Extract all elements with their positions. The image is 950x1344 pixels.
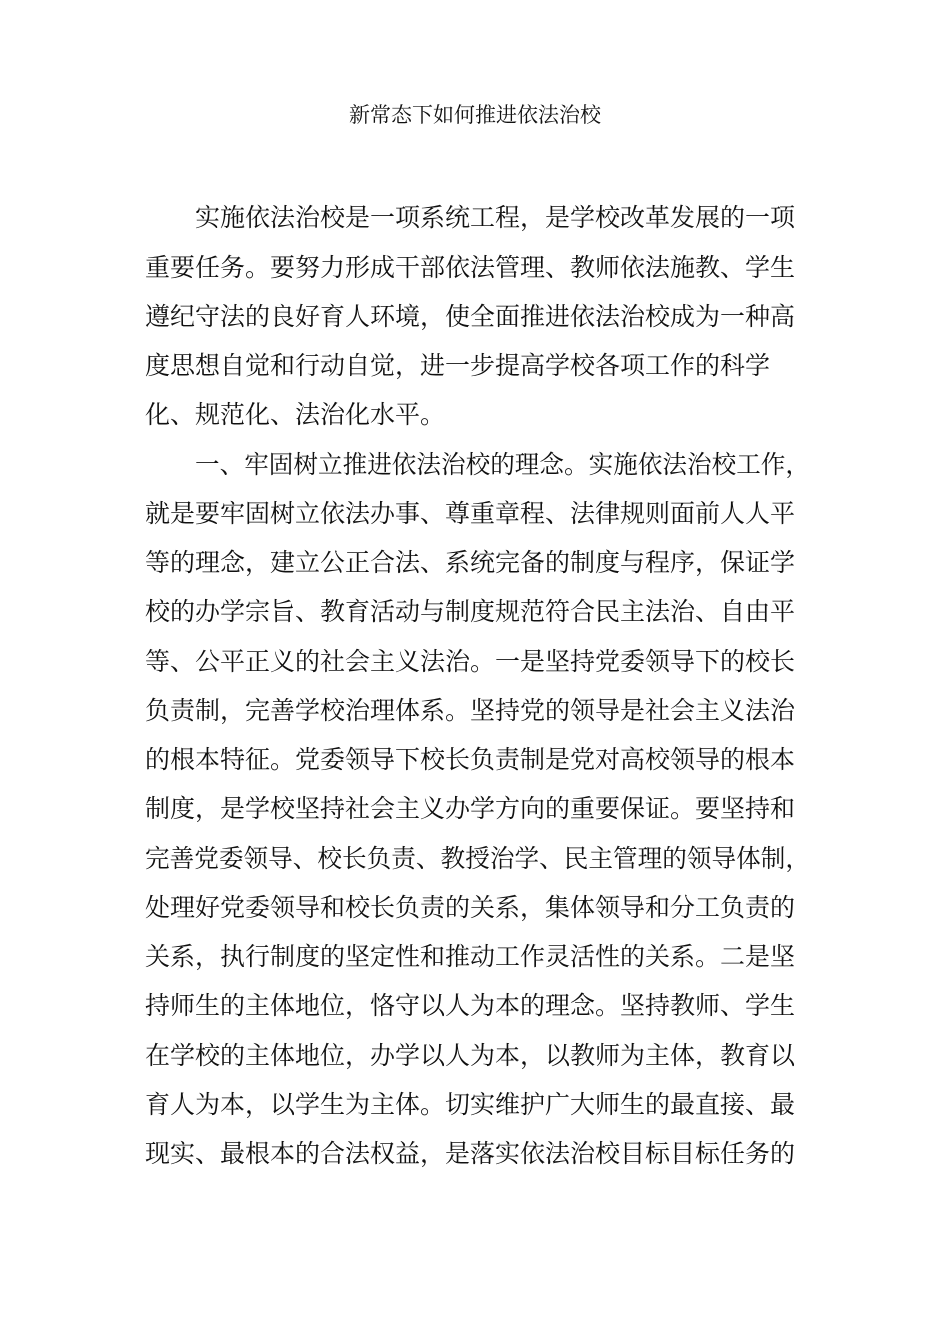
text-line: 重要任务。要努力形成干部依法管理、教师依法施教、学生 xyxy=(145,253,796,282)
text-line: 就是要牢固树立依法办事、尊重章程、法律规则面前人人平 xyxy=(145,499,796,528)
text-line: 现实、最根本的合法权益，是落实依法治校目标目标任务的 xyxy=(145,1139,796,1168)
text-line: 育人为本，以学生为主体。切实维护广大师生的最直接、最 xyxy=(145,1090,796,1119)
text-line: 实施依法治校是一项系统工程，是学校改革发展的一项 xyxy=(195,203,796,232)
text-line: 制度，是学校坚持社会主义办学方向的重要保证。要坚持和 xyxy=(145,794,796,823)
text-line: 等、公平正义的社会主义法治。一是坚持党委领导下的校长 xyxy=(145,647,796,676)
text-line: 完善党委领导、校长负责、教授治学、民主管理的领导体制， xyxy=(145,844,811,873)
text-line: 的根本特征。党委领导下校长负责制是党对高校领导的根本 xyxy=(145,745,796,774)
text-line: 化、规范化、法治化水平。 xyxy=(145,400,446,429)
text-line: 一、牢固树立推进依法治校的理念。实施依法治校工作， xyxy=(195,450,811,479)
text-line: 负责制，完善学校治理体系。坚持党的领导是社会主义法治 xyxy=(145,696,796,725)
text-line: 在学校的主体地位，办学以人为本，以教师为主体，教育以 xyxy=(145,1041,796,1070)
text-line: 关系，执行制度的坚定性和推动工作灵活性的关系。二是坚 xyxy=(145,942,796,971)
text-line: 度思想自觉和行动自觉，进一步提高学校各项工作的科学 xyxy=(145,351,771,380)
text-line: 处理好党委领导和校长负责的关系，集体领导和分工负责的 xyxy=(145,893,796,922)
text-line: 遵纪守法的良好育人环境，使全面推进依法治校成为一种高 xyxy=(145,302,796,331)
text-line: 等的理念，建立公正合法、系统完备的制度与程序，保证学 xyxy=(145,548,796,577)
document-title: 新常态下如何推进依法治校 xyxy=(349,103,601,127)
text-line: 校的办学宗旨、教育活动与制度规范符合民主法治、自由平 xyxy=(145,597,796,626)
text-line: 持师生的主体地位，恪守以人为本的理念。坚持教师、学生 xyxy=(145,991,796,1020)
